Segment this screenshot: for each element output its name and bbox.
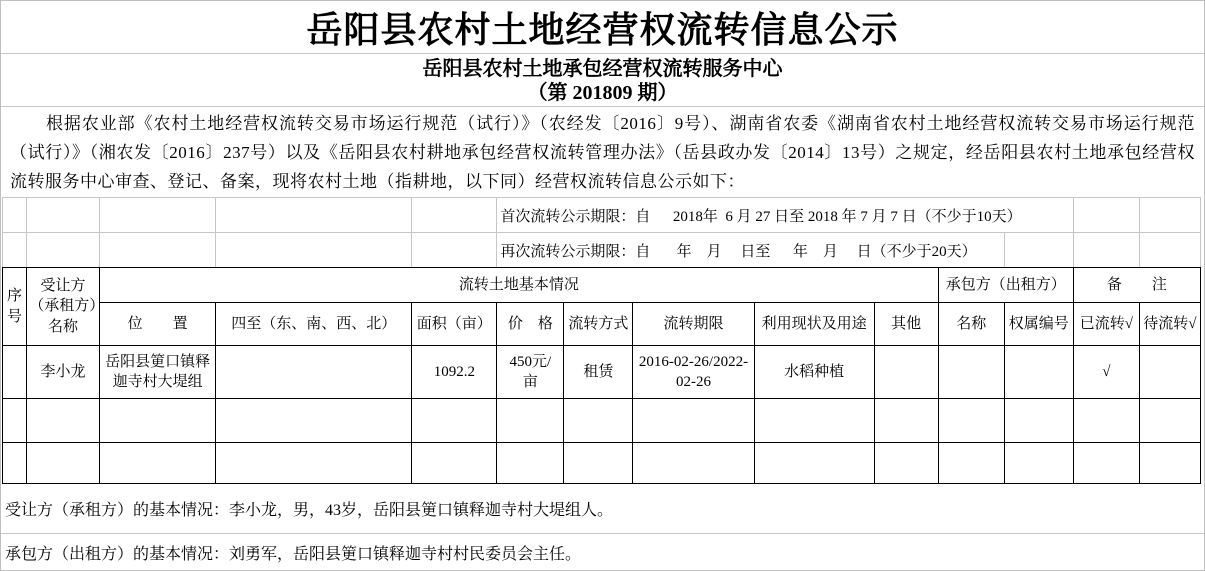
header-location: 位 置 [100,303,216,346]
cell-contractor-name [938,346,1004,399]
empty-cell [1139,443,1200,484]
empty-cell [1073,198,1139,233]
header-seq: 序号 [3,268,27,346]
empty-cell [1004,443,1073,484]
empty-cell [3,198,27,233]
empty-cell [874,399,938,443]
second-transfer-notice-period: 再次流转公示期限：自 年 月 日至 年 月 日（不少于20天） [497,233,1004,268]
contractor-basic-info: 承包方（出租方）的基本情况：刘勇军，岳阳县筻口镇释迦寺村村民委员会主任。 [5,546,582,563]
empty-cell [1073,399,1139,443]
header-contractor-name: 名称 [938,303,1004,346]
empty-cell [27,443,100,484]
table-row [3,399,1201,443]
transferee-basic-info: 受让方（承租方）的基本情况：李小龙，男，43岁，岳阳县筻口镇释迦寺村大堤组人。 [1,484,1204,534]
header-price: 价 格 [497,303,564,346]
subtitle-block [1,54,1204,107]
header-remark-group: 备 注 [1073,268,1200,303]
empty-cell [27,198,100,233]
empty-cell [216,233,412,268]
empty-cell [633,399,754,443]
empty-cell [412,198,497,233]
empty-cell [633,443,754,484]
first-transfer-notice-period: 首次流转公示期限：自 2018年 6 月 27 日至 2018 年 7 月 7 日（不少于10天） [497,198,1073,233]
header-usage: 利用现状及用途 [754,303,874,346]
empty-cell [412,233,497,268]
empty-cell [100,443,216,484]
cell-boundaries [216,346,412,399]
second-notice-row [3,233,1201,268]
header-term: 流转期限 [633,303,754,346]
empty-cell [938,399,1004,443]
empty-cell [27,233,100,268]
empty-cell [3,443,27,484]
empty-cell [1073,443,1139,484]
empty-cell [27,399,100,443]
cell-term: 2016-02-26/2022-02-26 [633,346,754,399]
cell-transferred-check: √ [1073,346,1139,399]
empty-cell [100,399,216,443]
header-pending: 待流转√ [1139,303,1200,346]
empty-cell [412,443,497,484]
cell-method: 租赁 [564,346,633,399]
notice-period-grid [2,197,1201,267]
page-title: 岳阳县农村土地经营权流转信息公示 [306,9,899,50]
empty-cell [3,233,27,268]
empty-cell [497,443,564,484]
empty-cell [564,443,633,484]
header-transferred: 已流转√ [1073,303,1139,346]
empty-cell [3,399,27,443]
header-land-basic-info-group: 流转土地基本情况 [100,268,939,303]
empty-cell [1139,198,1200,233]
empty-cell [564,399,633,443]
cell-location: 岳阳县筻口镇释迦寺村大堤组 [100,346,216,399]
cell-price: 450元/亩 [497,346,564,399]
transfer-info-table [2,267,1201,484]
header-area: 面积（亩） [412,303,497,346]
empty-cell [1139,399,1200,443]
empty-cell [1004,233,1073,268]
title-row [1,1,1204,54]
cell-pending-check [1139,346,1200,399]
header-other: 其他 [874,303,938,346]
empty-cell [216,399,412,443]
empty-cell [497,399,564,443]
first-notice-row [3,198,1201,233]
empty-cell [216,443,412,484]
issue-number: （第 201809 期） [527,82,678,104]
cell-usage: 水稻种植 [754,346,874,399]
empty-cell [1139,233,1200,268]
intro-paragraph: 根据农业部《农村土地经营权流转交易市场运行规范（试行）》（农经发〔2016〕9号）、湖南省农委《湖南省农村土地经营权流转交易市场运行规范（试行）》（湘农发〔2016〕237号）以及《岳阳县农村耕地承包经营权流转管理办法》（岳县政办发〔2014〕13号）之规定，经岳阳县农村土地承包经营权流转服务中心审查、登记、备案，现将农村土地（指耕地，以下同）经营权流转信息公示如下： [10,114,1195,191]
empty-cell [874,443,938,484]
empty-cell [412,399,497,443]
empty-cell [1073,233,1139,268]
header-method: 流转方式 [564,303,633,346]
header-group-row [3,268,1201,303]
service-center-name: 岳阳县农村土地承包经营权流转服务中心 [422,58,783,80]
table-row [3,443,1201,484]
empty-cell [754,399,874,443]
cell-area: 1092.2 [412,346,497,399]
cell-transferee-name: 李小龙 [27,346,100,399]
header-boundaries: 四至（东、南、西、北） [216,303,412,346]
empty-cell [100,233,216,268]
table-row [3,346,1201,399]
cell-ownership-no [1004,346,1073,399]
empty-cell [216,198,412,233]
cell-other [874,346,938,399]
empty-cell [100,198,216,233]
cell-seq [3,346,27,399]
header-sub-row [3,303,1201,346]
header-ownership-no: 权属编号 [1004,303,1073,346]
empty-cell [938,443,1004,484]
header-contractor-group: 承包方（出租方） [938,268,1073,303]
empty-cell [1004,399,1073,443]
header-transferee: 受让方（承租方）名称 [27,268,100,346]
empty-cell [754,443,874,484]
